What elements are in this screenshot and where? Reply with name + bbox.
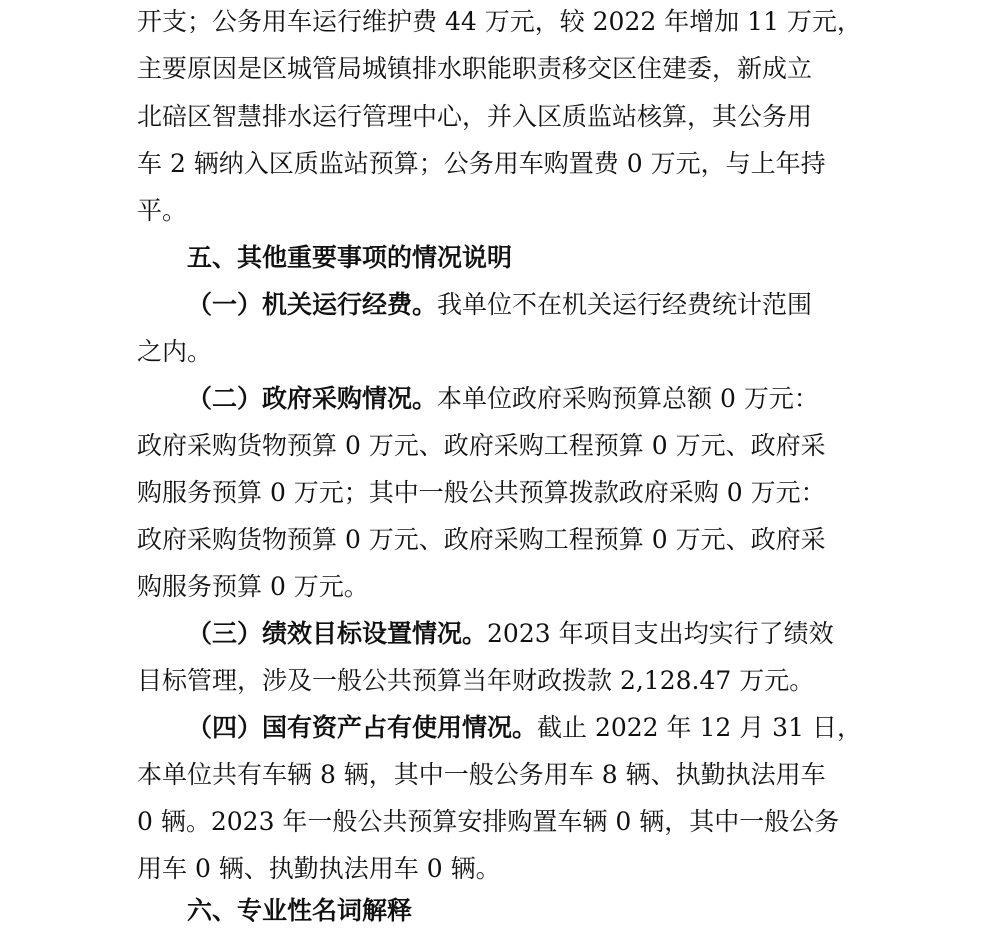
paragraph-line: 政府采购货物预算 0 万元、政府采购工程预算 0 万元、政府采 xyxy=(137,431,826,460)
section-heading: 五、其他重要事项的情况说明 xyxy=(187,243,513,272)
paragraph-line xyxy=(187,285,867,325)
paragraph-line xyxy=(187,379,867,419)
paragraph-line: 用车 0 辆、执勤执法用车 0 辆。 xyxy=(137,854,501,883)
section-heading: 六、专业性名词解释 xyxy=(187,896,413,925)
item-lead: （三）绩效目标设置情况。 xyxy=(187,619,488,648)
item-text: 截止 2022 年 12 月 31 日， xyxy=(537,713,862,742)
paragraph-line: 主要原因是区城管局城镇排水职能职责移交区住建委，新成立 xyxy=(137,54,813,83)
paragraph-line: 车 2 辆纳入区质监站预算；公务用车购置费 0 万元，与上年持 xyxy=(137,149,826,178)
paragraph-line: 本单位共有车辆 8 辆，其中一般公务用车 8 辆、执勤执法用车 xyxy=(137,760,826,789)
paragraph-line: 政府采购货物预算 0 万元、政府采购工程预算 0 万元、政府采 xyxy=(137,525,826,554)
paragraph-line: 之内。 xyxy=(137,337,213,366)
item-lead: （二）政府采购情况。 xyxy=(187,384,438,413)
item-lead: （四）国有资产占有使用情况。 xyxy=(187,713,538,742)
paragraph-line: 目标管理，涉及一般公共预算当年财政拨款 2,128.47 万元。 xyxy=(137,666,815,695)
paragraph-line xyxy=(187,614,867,654)
item-lead: （一）机关运行经费。 xyxy=(187,290,438,319)
paragraph-line: 平。 xyxy=(137,196,188,225)
paragraph-line: 开支；公务用车运行维护费 44 万元，较 2022 年增加 11 万元， xyxy=(137,7,862,36)
item-text: 我单位不在机关运行经费统计范围 xyxy=(437,290,813,319)
paragraph-line: 0 辆。2023 年一般公共预算安排购置车辆 0 辆，其中一般公务 xyxy=(137,807,840,836)
paragraph-line: 北碚区智慧排水运行管理中心，并入区质监站核算，其公务用 xyxy=(137,102,813,131)
item-text: 本单位政府采购预算总额 0 万元： xyxy=(437,384,819,413)
paragraph-line: 购服务预算 0 万元。 xyxy=(137,572,369,601)
item-text: 2023 年项目支出均实行了绩效 xyxy=(487,619,834,648)
paragraph-line: 购服务预算 0 万元；其中一般公共预算拨款政府采购 0 万元： xyxy=(137,478,826,507)
paragraph-line xyxy=(187,708,867,748)
